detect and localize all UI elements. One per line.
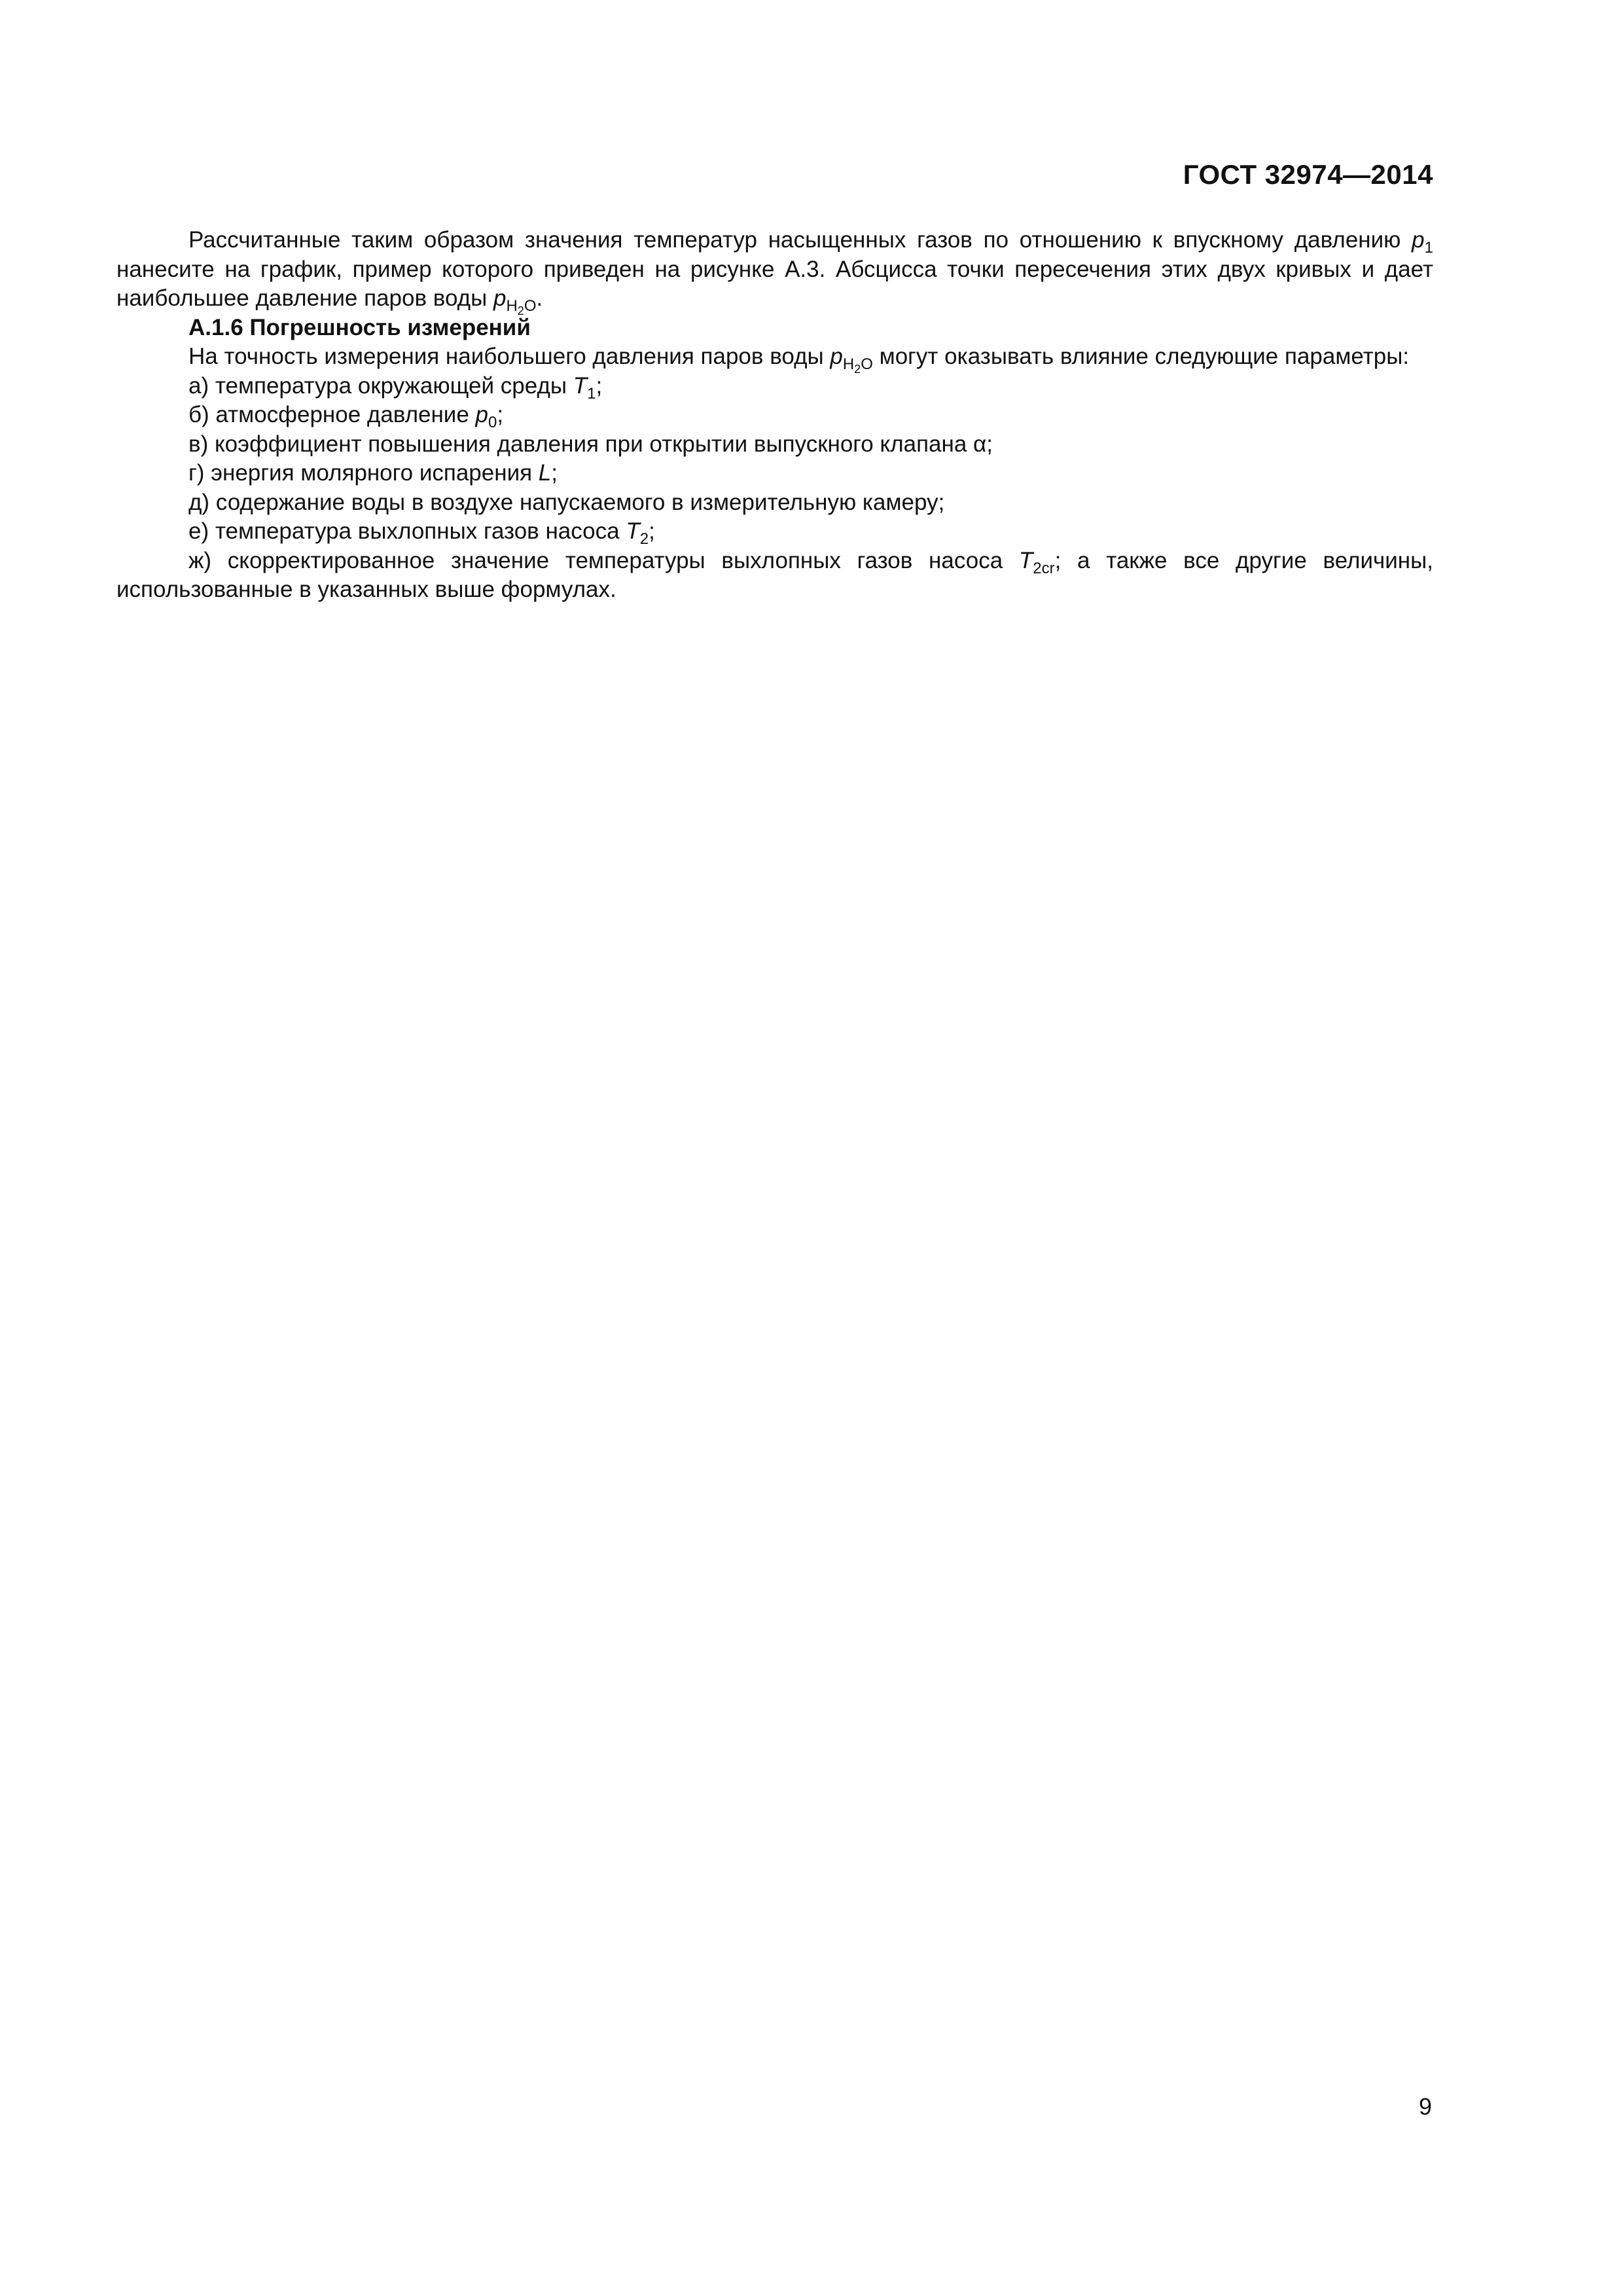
subscript: 1 <box>587 384 596 403</box>
paragraph-saturated-gas <box>116 226 1433 317</box>
list-item <box>116 547 1433 605</box>
list-item <box>116 372 1433 401</box>
variable: T <box>1018 547 1033 573</box>
variable-alpha: α <box>973 431 987 457</box>
text-run: ж) скорректированное значение температуры выхлопных газов насоса <box>188 547 1019 573</box>
subscript-part: H <box>506 297 518 315</box>
text-run: ; <box>986 431 993 457</box>
subscript-digit: 2 <box>517 304 524 317</box>
text-run: в) коэффициент повышения давления при открытии выпускного клапана <box>188 431 974 457</box>
text-run: могут оказывать влияние следующие параметры: <box>872 344 1410 369</box>
variable-p: p <box>1412 227 1425 253</box>
text-run: Рассчитанные таким образом значения температур насыщенных газов по отношению к впускному давлению <box>188 227 1412 253</box>
text-run: нанесите на график, пример которого приведен на рисунке А.3. Абсцисса точки пересечения этих двух кривых и дает наибольшее давление паров воды <box>116 256 1433 311</box>
subscript: 0 <box>488 414 497 431</box>
variable: T <box>573 372 588 399</box>
subscript-part: H <box>842 355 855 373</box>
subscript-part: O <box>524 297 537 315</box>
subscript-part: O <box>861 355 873 373</box>
text-run: ; а также все другие величины, использованные в указанных выше формулах. <box>116 547 1433 602</box>
section-heading: А.1.6 Погрешность измерений <box>188 314 531 340</box>
text-run: д) содержание воды в воздухе напускаемого в измерительную камеру; <box>188 489 945 515</box>
variable: T <box>626 518 640 544</box>
text-run: г) энергия молярного испарения <box>188 460 539 486</box>
variable-p: p <box>830 344 843 369</box>
text-run: На точность измерения наибольшего давления паров воды <box>188 344 830 369</box>
subscript-h2o <box>506 297 536 315</box>
text-run: . <box>536 285 543 311</box>
text-run: б) атмосферное давление <box>188 402 476 427</box>
subscript: 2 <box>639 530 649 548</box>
list-item <box>116 517 1433 547</box>
variable: L <box>538 460 552 486</box>
subscript: 1 <box>1424 239 1433 257</box>
list-item <box>116 401 1433 430</box>
document-body <box>116 226 1433 605</box>
variable: p <box>475 402 488 427</box>
list-item <box>116 430 1433 459</box>
text-run: а) температура окружающей среды <box>188 372 573 399</box>
text-run: ; <box>596 372 603 399</box>
list-item <box>116 488 1433 518</box>
paragraph-accuracy <box>116 342 1433 376</box>
text-run: ; <box>497 402 504 427</box>
subscript-h2o <box>842 355 873 376</box>
text-run: е) температура выхлопных газов насоса <box>188 518 626 544</box>
subscript-digit: 2 <box>854 363 861 376</box>
list-item <box>116 459 1433 488</box>
text-run: ; <box>649 518 655 544</box>
text-run: ; <box>551 460 558 486</box>
page-number: 9 <box>1418 2093 1432 2120</box>
subscript: 2cr <box>1033 559 1055 577</box>
variable-p: p <box>493 285 507 311</box>
document-header: ГОСТ 32974—2014 <box>1183 159 1433 190</box>
